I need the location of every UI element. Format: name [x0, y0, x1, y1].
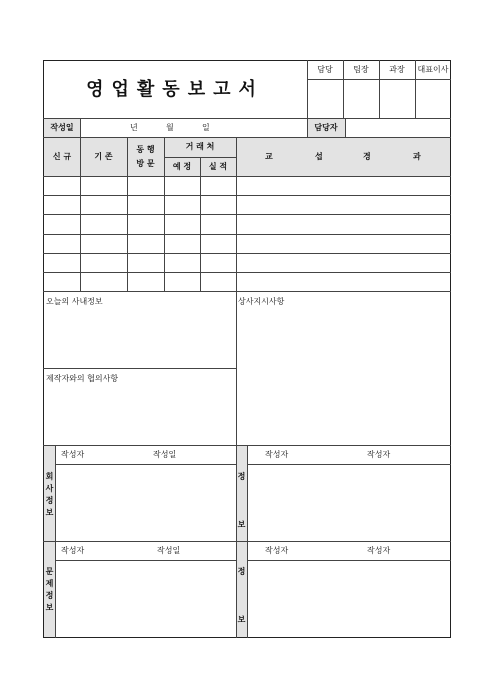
- approval-header-staff: 담당: [317, 65, 333, 74]
- problem-date-label: 작성일: [157, 546, 181, 555]
- problem-right-side-label: 정 보: [237, 567, 246, 624]
- problem-right-author-label: 작성자: [265, 546, 289, 555]
- col-header-client: 거 래 처: [185, 142, 215, 151]
- internal-info-label: 오늘의 사내정보: [46, 297, 103, 306]
- col-header-negotiation-1: 교: [265, 152, 273, 161]
- internal-info-bottom-line: [43, 368, 236, 369]
- problem-left-header-line: [55, 560, 236, 561]
- header-bottom-line: [43, 176, 451, 177]
- col-header-negotiation-4: 과: [413, 152, 421, 161]
- date-day-label: 일: [202, 123, 210, 132]
- company-right-second-label: 작성자: [367, 450, 391, 459]
- company-right-header-line: [247, 464, 451, 465]
- date-label-right-line: [80, 118, 81, 137]
- approval-header-section-chief: 과장: [389, 65, 405, 74]
- date-label: 작성일: [50, 123, 74, 132]
- col-header-accompany-1: 동 행: [136, 145, 155, 154]
- col-header-actual: 실 적: [208, 162, 228, 171]
- col-header-negotiation-2: 섭: [315, 152, 323, 161]
- company-author-label: 작성자: [61, 450, 85, 459]
- manager-label-right-line: [345, 118, 346, 137]
- problem-author-label: 작성자: [61, 546, 85, 555]
- approval-header-team-lead: 팀장: [353, 65, 369, 74]
- producer-consultation-label: 제작자와의 협의사항: [46, 374, 119, 383]
- company-right-author-label: 작성자: [265, 450, 289, 459]
- company-right-side-label: 정 보: [237, 472, 246, 529]
- table-col-line-3: [164, 137, 165, 291]
- manager-label: 담당자: [314, 123, 338, 132]
- page-title: 영업활동보고서: [86, 79, 264, 100]
- row-line-2: [43, 214, 451, 215]
- company-info-side-label: 회 사 정 보: [45, 472, 54, 517]
- row-line-5: [43, 272, 451, 273]
- left-side-label-line: [55, 445, 56, 638]
- company-date-label: 작성일: [153, 450, 177, 459]
- approval-header-ceo: 대표이사: [417, 65, 449, 74]
- info-bottom-line: [43, 137, 451, 138]
- title-bottom-line: [43, 118, 451, 119]
- col-header-new: 신 규: [52, 152, 72, 161]
- problem-right-header-line: [247, 560, 451, 561]
- col-header-planned: 예 정: [172, 162, 192, 171]
- supervisor-instructions-label: 상사지시사항: [238, 297, 285, 306]
- row-line-4: [43, 253, 451, 254]
- date-year-label: 년: [130, 123, 138, 132]
- table-col-line-5: [236, 137, 237, 291]
- table-col-line-4: [200, 157, 201, 291]
- row-line-3: [43, 234, 451, 235]
- problem-info-side-label: 문 제 정 보: [45, 567, 54, 612]
- table-bottom-line: [43, 291, 451, 292]
- problem-right-second-label: 작성자: [367, 546, 391, 555]
- col-header-existing: 기 존: [94, 152, 113, 161]
- col-header-negotiation-3: 경: [363, 152, 371, 161]
- row-line-1: [43, 195, 451, 196]
- date-month-label: 월: [166, 123, 174, 132]
- company-left-header-line: [55, 464, 236, 465]
- right-side-label-line: [247, 445, 248, 638]
- col-header-accompany-2: 방 문: [136, 159, 155, 168]
